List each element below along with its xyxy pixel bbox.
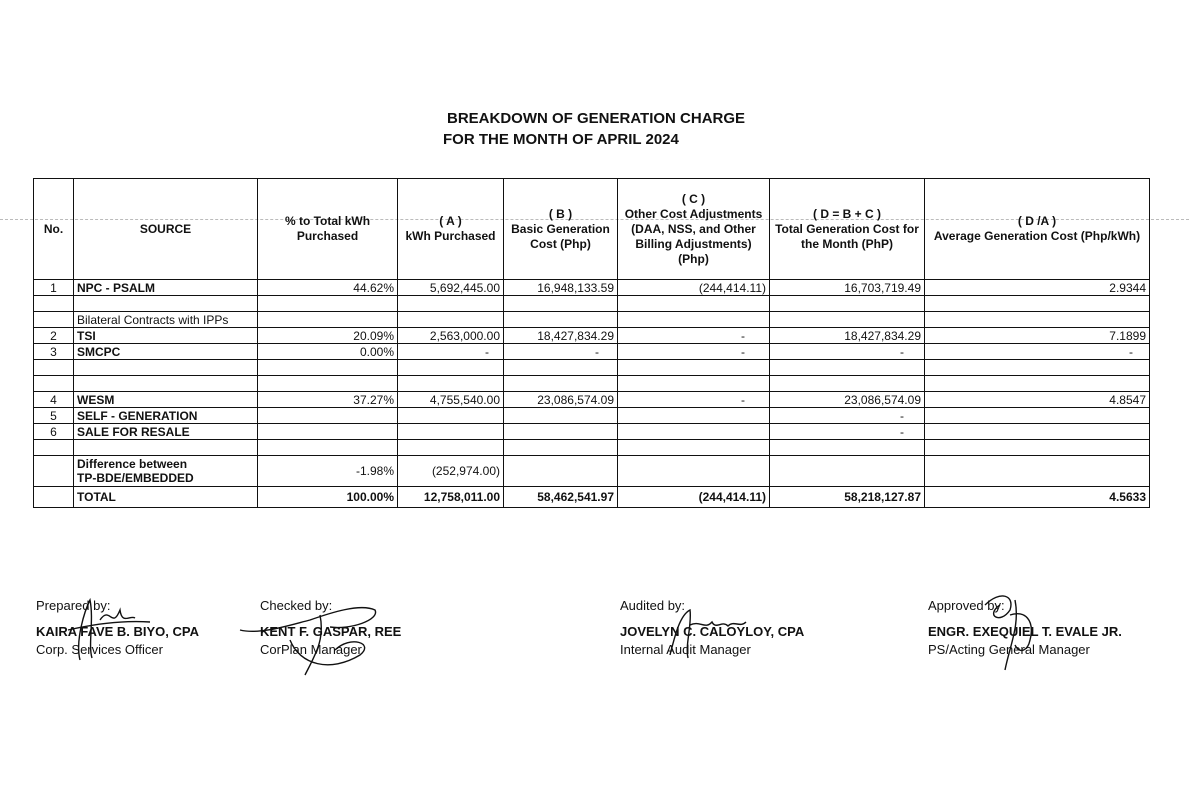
header-a-label: kWh Purchased [405,229,496,243]
cell-avg-cost: 4.8547 [925,392,1150,408]
cell-source: SELF - GENERATION [74,408,258,424]
cell-total-cost: - [770,424,925,440]
cell-source-line-2: TP-BDE/EMBEDDED [77,471,194,485]
cell-basic-cost: 16,948,133.59 [504,280,618,296]
signatory-label: Audited by: [620,598,686,613]
cell-avg-cost: 4.5633 [925,487,1150,508]
signatory-approved [928,597,1122,659]
cell-avg-cost: - [925,344,1150,360]
cell-other-adj: (244,414.11) [618,487,770,508]
header-e-label: Average Generation Cost (Php/kWh) [933,229,1141,243]
header-source: SOURCE [74,179,258,280]
signatory-position: CorPlan Manager [260,642,362,657]
header-c-letter: ( C ) [681,191,706,206]
table-header-row [34,179,1150,280]
cell-source: WESM [74,392,258,408]
cell-no: 2 [34,328,74,344]
table-row-empty [34,376,1150,392]
header-no: No. [34,179,74,280]
cell-basic-cost: 18,427,834.29 [504,328,618,344]
cell-pct: 37.27% [258,392,398,408]
header-b-letter: ( B ) [548,206,573,221]
cell-kwh: (252,974.00) [398,456,504,487]
header-a-letter: ( A ) [439,214,462,228]
table-row-wesm [34,392,1150,408]
cell-pct: 44.62% [258,280,398,296]
header-e-letter: ( D /A ) [1017,214,1057,228]
table-row-smcpc [34,344,1150,360]
title-line-1: BREAKDOWN OF GENERATION CHARGE [447,110,746,127]
header-pct-label: % to Total kWh Purchased [284,214,371,243]
cell-basic-cost: 58,462,541.97 [504,487,618,508]
signatory-name: KENT F. GASPAR, REE [260,624,402,639]
header-d-letter: ( D = B + C ) [812,206,881,221]
cell-no: 6 [34,424,74,440]
generation-charge-table [33,178,1150,508]
cell-pct: -1.98% [258,456,398,487]
cell-bilateral-label: Bilateral Contracts with IPPs [74,312,258,328]
signatory-audited [620,597,804,659]
cell-no: 5 [34,408,74,424]
signatory-name: JOVELYN C. CALOYLOY, CPA [620,624,805,639]
header-a [398,179,504,280]
signatory-name: ENGR. EXEQUIEL T. EVALE JR. [928,624,1122,639]
cell-avg-cost: 2.9344 [925,280,1150,296]
header-d [770,179,925,280]
header-c-label: Other Cost Adjustments (DAA, NSS, and Other Billing Adjustments) (Php) [624,206,763,266]
cell-source: NPC - PSALM [74,280,258,296]
table-row-bilateral-label [34,312,1150,328]
signatory-name: KAIRA FAVE B. BIYO, CPA [36,624,199,639]
cell-total-cost: 23,086,574.09 [770,392,925,408]
cell-pct: 100.00% [258,487,398,508]
title-line-2: FOR THE MONTH OF APRIL 2024 [443,131,679,148]
table-row-tsi [34,328,1150,344]
document-title [443,108,746,150]
cell-total-cost: - [770,344,925,360]
header-pct [258,179,398,280]
cell-total-cost: 16,703,719.49 [770,280,925,296]
cell-total-cost: - [770,408,925,424]
signatory-label: Approved by: [928,598,1005,613]
table-row-empty [34,360,1150,376]
table-row-npc [34,280,1150,296]
table-row-empty [34,296,1150,312]
cell-source-line-1: Difference between [77,457,188,471]
cell-no: 4 [34,392,74,408]
cell-total-cost: 58,218,127.87 [770,487,925,508]
table-row-difference [34,456,1150,487]
table-row-sale-for-resale [34,424,1150,440]
cell-avg-cost: 7.1899 [925,328,1150,344]
header-b [504,179,618,280]
cell-kwh: 2,563,000.00 [398,328,504,344]
signatory-prepared [36,597,199,659]
header-d-label: Total Generation Cost for the Month (PhP) [775,221,919,251]
cell-total-cost: 18,427,834.29 [770,328,925,344]
cell-source: TOTAL [74,487,258,508]
cell-other-adj: (244,414.11) [618,280,770,296]
cell-basic-cost: - [504,344,618,360]
cell-no: 1 [34,280,74,296]
cell-source: SALE FOR RESALE [74,424,258,440]
header-b-label: Basic Generation Cost (Php) [511,221,610,251]
cell-no: 3 [34,344,74,360]
cell-source: TSI [74,328,258,344]
signatory-position: Corp. Services Officer [36,642,163,657]
cell-source [74,456,258,487]
table-row-empty [34,440,1150,456]
cell-kwh: - [398,344,504,360]
signatory-label: Checked by: [260,598,333,613]
cell-pct: 0.00% [258,344,398,360]
table-row-total [34,487,1150,508]
cell-pct: 20.09% [258,328,398,344]
cell-other-adj: - [618,392,770,408]
cell-basic-cost: 23,086,574.09 [504,392,618,408]
cell-kwh: 12,758,011.00 [398,487,504,508]
signatory-position: PS/Acting General Manager [928,642,1090,657]
cell-other-adj: - [618,328,770,344]
cell-other-adj: - [618,344,770,360]
header-c [618,179,770,280]
signatory-position: Internal Audit Manager [620,642,751,657]
cell-kwh: 4,755,540.00 [398,392,504,408]
cell-kwh: 5,692,445.00 [398,280,504,296]
signatory-checked [260,597,401,659]
cell-source: SMCPC [74,344,258,360]
signatory-label: Prepared by: [36,598,111,613]
table-row-self-generation [34,408,1150,424]
header-e [925,179,1150,280]
